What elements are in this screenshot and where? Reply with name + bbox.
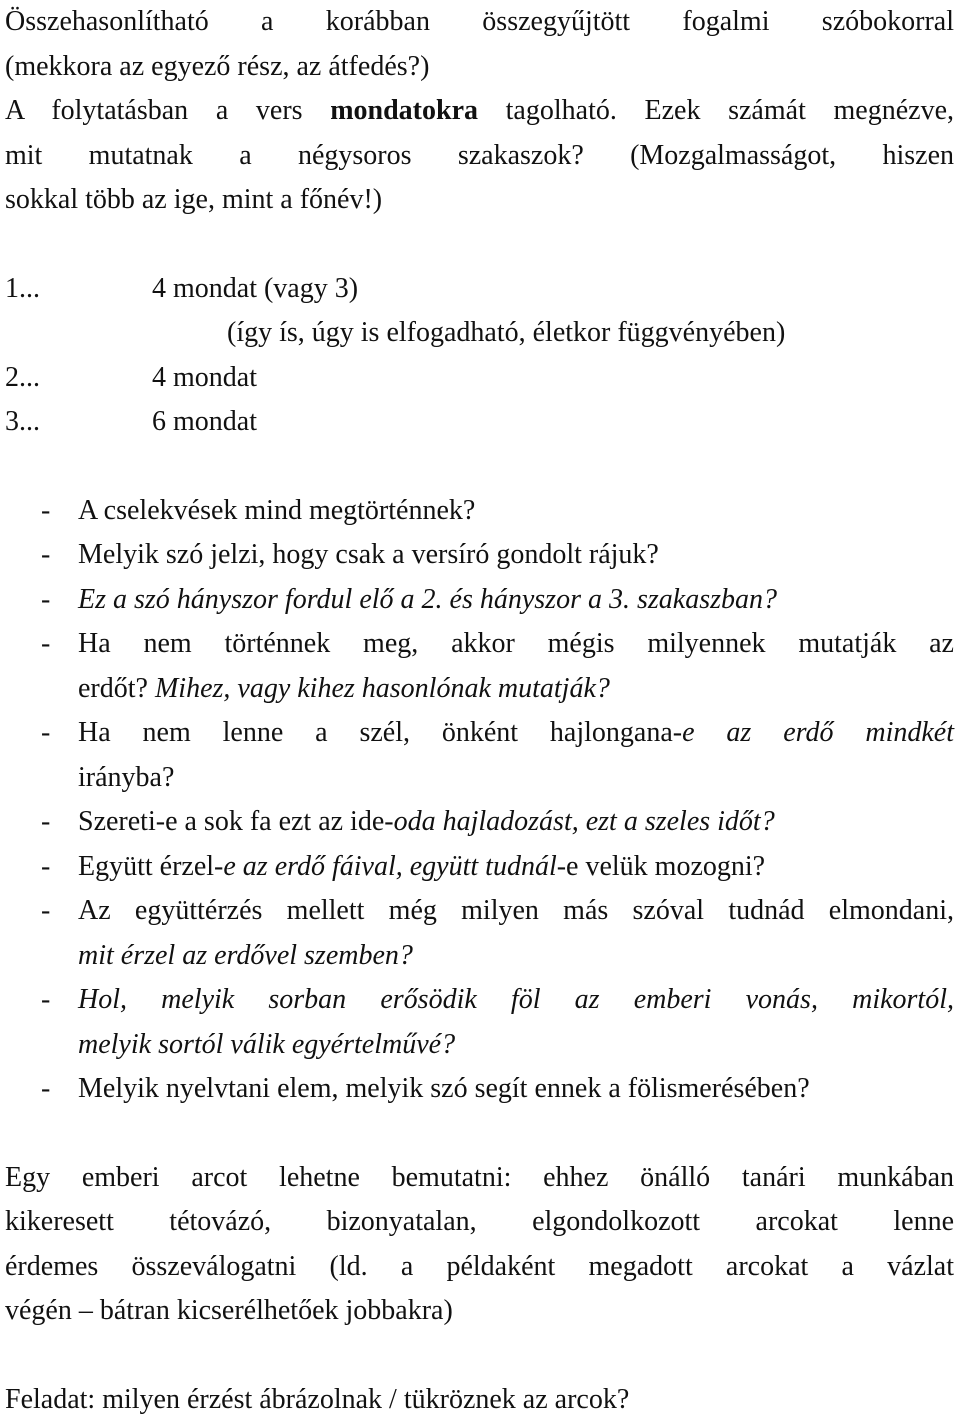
question-item: [5, 578, 954, 623]
question-text-italic: oda hajladozást, ezt a szeles időt?: [394, 806, 775, 837]
dash-bullet: -: [41, 711, 50, 756]
question-item: [5, 889, 954, 978]
intro-line-3-pre: A folytatásban a vers: [5, 95, 330, 126]
item-note: (így ís, úgy is elfogadható, életkor függvényében): [5, 311, 954, 356]
closing-paragraph: [5, 1156, 954, 1334]
list-item: [5, 267, 954, 312]
closing-line-4: végén – bátran kicserélhetőek jobbakra): [5, 1289, 954, 1334]
task-line: Feladat: milyen érzést ábrázolnak / tükröznek az arcok?: [5, 1378, 954, 1422]
intro-line-3-post: tagolható. Ezek számát megnézve,: [478, 95, 954, 126]
item-text: 4 mondat: [152, 356, 257, 401]
intro-line-2: (mekkora az egyező rész, az átfedés?): [5, 45, 954, 90]
dash-bullet: -: [41, 800, 50, 845]
question-item: [5, 1067, 954, 1112]
intro-line-3: [5, 89, 954, 134]
question-item: [5, 845, 954, 890]
question-text: Ez a szó hányszor fordul elő a 2. és hányszor a 3. szakaszban?: [78, 578, 954, 623]
question-list: [5, 489, 954, 1112]
question-text-italic: Mihez, vagy kihez hasonlónak mutatják?: [155, 673, 610, 704]
intro-line-1: Összehasonlítható a korábban összegyűjtött fogalmi szóbokorral: [5, 0, 954, 45]
list-item: [5, 400, 954, 445]
question-text-line-1: Az együttérzés mellett még milyen más szóval tudnád elmondani,: [78, 889, 954, 934]
question-text: Melyik szó jelzi, hogy csak a versíró gondolt rájuk?: [78, 533, 954, 578]
dash-bullet: -: [41, 845, 50, 890]
question-item: [5, 533, 954, 578]
intro-line-5: sokkal több az ige, mint a főnév!): [5, 178, 954, 223]
question-item: [5, 800, 954, 845]
question-item: [5, 622, 954, 711]
question-text-italic: e az erdő fáival, együtt tudnál-: [223, 851, 566, 882]
dash-bullet: -: [41, 578, 50, 623]
closing-line-2: kikeresett tétovázó, bizonyatalan, elgondolkozott arcokat lenne: [5, 1200, 954, 1245]
question-text-upright: Szereti-e a sok fa ezt az ide-: [78, 806, 394, 837]
item-number: 3...: [5, 400, 152, 445]
question-text-line-1: [78, 711, 954, 756]
dash-bullet: -: [41, 978, 50, 1023]
question-text-upright: e velük mozogni?: [566, 851, 765, 882]
question-text: [78, 845, 954, 890]
question-text-line-1: Ha nem történnek meg, akkor mégis milyennek mutatják az: [78, 622, 954, 667]
dash-bullet: -: [41, 533, 50, 578]
question-item: [5, 978, 954, 1067]
intro-bold-word: mondatokra: [330, 95, 478, 126]
question-text-line-2: melyik sortól válik egyértelművé?: [78, 1023, 954, 1068]
question-text-line-1: Hol, melyik sorban erősödik föl az emberi vonás, mikortól,: [78, 978, 954, 1023]
intro-line-4: mit mutatnak a négysoros szakaszok? (Mozgalmasságot, hiszen: [5, 134, 954, 179]
question-text-upright: erdőt?: [78, 673, 155, 704]
dash-bullet: -: [41, 1067, 50, 1112]
dash-bullet: -: [41, 622, 50, 667]
dash-bullet: -: [41, 489, 50, 534]
question-text: A cselekvések mind megtörténnek?: [78, 489, 954, 534]
item-text: 4 mondat (vagy 3): [152, 267, 358, 312]
question-text-upright: Együtt érzel-: [78, 851, 223, 882]
question-text-upright: Ha nem lenne a szél, önként hajlongana-: [78, 717, 682, 748]
item-number: 2...: [5, 356, 152, 401]
sentence-count-list: [5, 267, 954, 445]
list-item: [5, 356, 954, 401]
dash-bullet: -: [41, 889, 50, 934]
question-text-line-2: mit érzel az erdővel szemben?: [78, 934, 954, 979]
closing-line-1: Egy emberi arcot lehetne bemutatni: ehhez önálló tanári munkában: [5, 1156, 954, 1201]
item-text: 6 mondat: [152, 400, 257, 445]
question-text-line-2: irányba?: [78, 756, 954, 801]
intro-paragraph: [5, 0, 954, 223]
question-item: [5, 489, 954, 534]
question-text-line-2: [78, 667, 954, 712]
question-text: [78, 800, 954, 845]
question-text: Melyik nyelvtani elem, melyik szó segít ennek a fölismerésében?: [78, 1067, 954, 1112]
item-number: 1...: [5, 267, 152, 312]
closing-line-3: érdemes összeválogatni (ld. a példaként megadott arcokat a vázlat: [5, 1245, 954, 1290]
question-item: [5, 711, 954, 800]
question-text-italic: e az erdő mindkét: [682, 717, 954, 748]
